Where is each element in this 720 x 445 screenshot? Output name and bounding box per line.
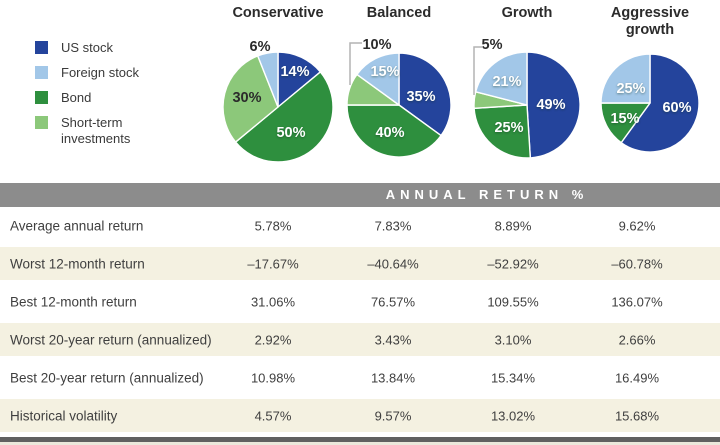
cell-value: 109.55% [487, 294, 539, 310]
cell-value: 9.57% [374, 408, 412, 423]
cell-value: 15.34% [490, 370, 536, 386]
table-row [0, 207, 720, 245]
table-row [0, 321, 720, 359]
cell-value: –40.64% [367, 256, 419, 271]
cell-value: 31.06% [250, 294, 296, 310]
cell-value: 2.92% [254, 332, 292, 347]
pie-label-aggressive-growth-bond: 15% [610, 111, 640, 127]
cell-value: 13.02% [490, 408, 536, 423]
pie-label-aggressive-growth-foreign-stock: 25% [616, 81, 646, 97]
cell-value: 7.83% [374, 218, 412, 234]
cell-value: –17.67% [247, 256, 299, 271]
cell-value: 10.98% [250, 370, 296, 386]
pie-title-balanced: Balanced [366, 5, 432, 21]
cell-value: 3.10% [494, 332, 532, 347]
legend-label: Short-term investments [61, 115, 131, 147]
pie-label-aggressive-growth-us-stock: 60% [662, 100, 692, 116]
pie-title-conservative: Conservative [232, 5, 324, 21]
cell-value: 4.57% [254, 408, 292, 423]
legend-label: Foreign stock [61, 65, 140, 80]
cell-value: –60.78% [611, 256, 663, 271]
annual-return-table [0, 207, 720, 435]
row-label: Best 20-year return (annualized) [10, 370, 204, 386]
cell-value: 8.89% [494, 218, 532, 234]
cell-value: 15.68% [614, 408, 660, 423]
pie-label-growth-foreign-stock: 21% [492, 74, 522, 90]
legend-label: Bond [61, 90, 92, 105]
cell-value: 76.57% [370, 294, 416, 310]
cell-value: 136.07% [611, 294, 663, 310]
pie-title-growth: Growth [501, 5, 553, 21]
legend-label: US stock [61, 40, 114, 55]
pie-label-balanced-bond: 40% [375, 125, 405, 141]
pie-label-conservative-bond: 50% [276, 125, 306, 141]
cell-value: 5.78% [254, 218, 292, 234]
cell-value: 13.84% [370, 370, 416, 386]
row-label: Best 12-month return [10, 294, 137, 310]
pie-label-conservative-us-stock: 14% [280, 64, 310, 80]
row-label: Historical volatility [10, 408, 118, 423]
table-header-band [0, 183, 720, 207]
row-label: Worst 12-month return [10, 256, 145, 271]
cell-value: –52.92% [487, 256, 539, 271]
table-row [0, 397, 720, 435]
row-label: Worst 20-year return (annualized) [10, 332, 212, 347]
table-header-title: ANNUAL RETURN % [385, 187, 589, 202]
table-row [0, 359, 720, 397]
cell-value: 3.43% [374, 332, 412, 347]
table-row [0, 283, 720, 321]
pie-charts-canvas [0, 0, 720, 183]
pie-label-balanced-foreign-stock: 15% [370, 64, 400, 80]
cell-value: 9.62% [618, 218, 656, 234]
pie-label-balanced-short-term-investments: 10% [362, 37, 392, 53]
cell-value: 2.66% [618, 332, 656, 347]
pie-label-conservative-short-term-investments: 30% [232, 90, 262, 106]
table-row [0, 245, 720, 283]
row-label: Average annual return [10, 218, 144, 234]
pie-label-growth-us-stock: 49% [536, 97, 566, 113]
pie-label-growth-bond: 25% [494, 120, 524, 136]
cell-value: 16.49% [614, 370, 660, 386]
pie-label-conservative-foreign-stock: 6% [249, 39, 271, 55]
pie-label-balanced-us-stock: 35% [406, 89, 436, 105]
pie-label-growth-short-term-investments: 5% [481, 37, 503, 53]
pie-title-aggressive-growth: Aggressive growth [610, 5, 690, 38]
